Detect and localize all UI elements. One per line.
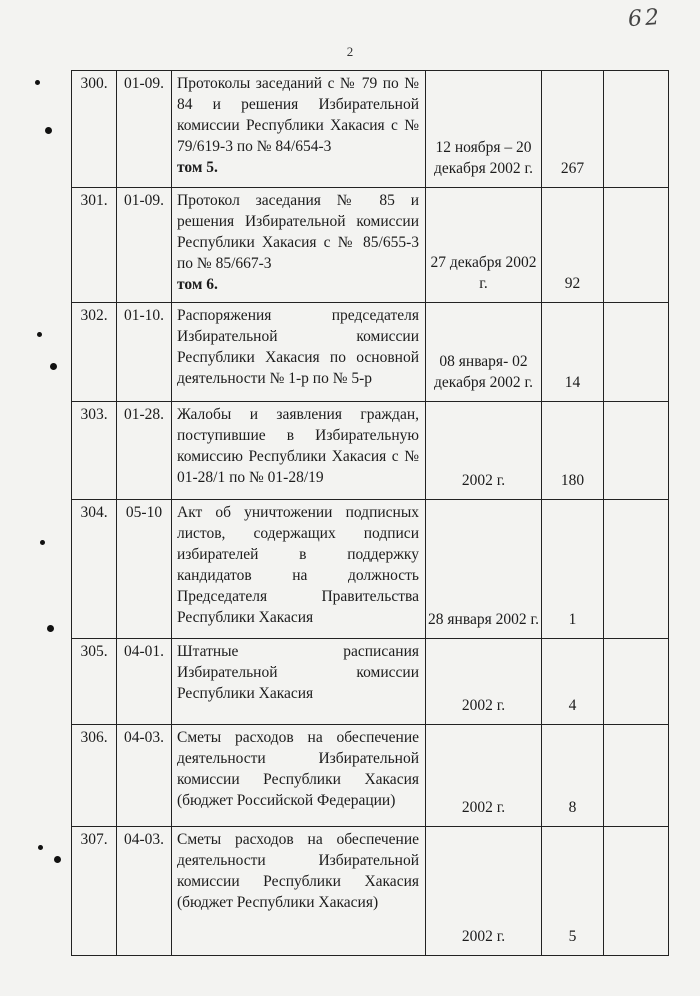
sheet-count: 180 bbox=[542, 402, 604, 500]
date-text: 27 декабря 2002 г. bbox=[430, 254, 537, 292]
note-cell bbox=[604, 639, 669, 725]
volume-label: том 5. bbox=[177, 159, 218, 176]
index-code: 04-03. bbox=[117, 827, 172, 956]
table-row bbox=[72, 188, 669, 303]
note-cell bbox=[604, 827, 669, 956]
item-title: Акт об уничтожении подписных листов, содержащих подписи избирателей в поддержку кандидатов на должность Председателя Правительства Республики Хакасия bbox=[177, 504, 419, 626]
sheet-count: 267 bbox=[542, 71, 604, 188]
handwritten-page-annotation: 62 bbox=[627, 4, 663, 33]
index-code: 04-03. bbox=[117, 725, 172, 827]
page-number: 2 bbox=[346, 44, 354, 59]
sheet-count: 8 bbox=[542, 725, 604, 827]
date-range bbox=[426, 639, 542, 725]
index-code: 01-10. bbox=[117, 303, 172, 402]
binder-mark bbox=[37, 332, 42, 337]
date-text: 28 января 2002 г. bbox=[428, 611, 539, 628]
index-code: 01-09. bbox=[117, 71, 172, 188]
item-number: 307. bbox=[72, 827, 117, 956]
index-code: 01-09. bbox=[117, 188, 172, 303]
item-title-cell bbox=[172, 725, 426, 827]
item-number: 304. bbox=[72, 500, 117, 639]
table-row bbox=[72, 71, 669, 188]
date-text: 08 января- 02 декабря 2002 г. bbox=[434, 353, 533, 391]
item-title: Сметы расходов на обеспечение деятельности Избирательной комиссии Республики Хакасия (бюджет Российской Федерации) bbox=[177, 729, 419, 809]
sheet-count: 92 bbox=[542, 188, 604, 303]
note-cell bbox=[604, 71, 669, 188]
date-text: 2002 г. bbox=[461, 697, 506, 714]
date-text: 12 ноября – 20 декабря 2002 г. bbox=[434, 139, 533, 177]
item-title: Сметы расходов на обеспечение деятельности Избирательной комиссии Республики Хакасия (бюджет Республики Хакасия) bbox=[177, 831, 419, 911]
item-title: Протоколы заседаний с № 79 по № 84 и решения Избирательной комиссии Республики Хакасия с № 79/619-3 по № 84/654-3 bbox=[177, 75, 419, 155]
item-number: 305. bbox=[72, 639, 117, 725]
date-range bbox=[426, 188, 542, 303]
item-title: Распоряжения председателя Избирательной комиссии Республики Хакасия по основной деятельности № 1-р по № 5-р bbox=[177, 307, 419, 387]
date-range bbox=[426, 500, 542, 639]
item-number: 302. bbox=[72, 303, 117, 402]
item-title: Штатные расписания Избирательной комиссии Республики Хакасия bbox=[177, 643, 419, 702]
note-cell bbox=[604, 303, 669, 402]
item-title: Жалобы и заявления граждан, поступившие в Избирательную комиссию Республики Хакасия с № 01-28/1 по № 01-28/19 bbox=[177, 406, 419, 486]
item-title-cell bbox=[172, 500, 426, 639]
table-row bbox=[72, 827, 669, 956]
date-text: 2002 г. bbox=[461, 472, 506, 489]
item-title: Протокол заседания № 85 и решения Избирательной комиссии Республики Хакасия с № 85/655-3 по № 85/667-3 bbox=[177, 192, 419, 272]
date-range bbox=[426, 402, 542, 500]
sheet-count: 4 bbox=[542, 639, 604, 725]
item-number: 303. bbox=[72, 402, 117, 500]
sheet-count: 14 bbox=[542, 303, 604, 402]
binder-mark bbox=[54, 856, 61, 863]
item-number: 301. bbox=[72, 188, 117, 303]
binder-mark bbox=[40, 540, 45, 545]
inventory-table bbox=[71, 70, 669, 956]
date-range bbox=[426, 71, 542, 188]
note-cell bbox=[604, 725, 669, 827]
binder-mark bbox=[50, 363, 57, 370]
date-text: 2002 г. bbox=[461, 799, 506, 816]
table-row bbox=[72, 402, 669, 500]
item-title-cell bbox=[172, 303, 426, 402]
table-row bbox=[72, 639, 669, 725]
note-cell bbox=[604, 188, 669, 303]
index-code: 04-01. bbox=[117, 639, 172, 725]
table-row bbox=[72, 500, 669, 639]
item-title-cell bbox=[172, 827, 426, 956]
sheet-count: 5 bbox=[542, 827, 604, 956]
binder-mark bbox=[38, 845, 43, 850]
date-text: 2002 г. bbox=[461, 928, 506, 945]
note-cell bbox=[604, 500, 669, 639]
index-code: 05-10 bbox=[117, 500, 172, 639]
sheet-count: 1 bbox=[542, 500, 604, 639]
volume-label: том 6. bbox=[177, 276, 218, 293]
item-number: 300. bbox=[72, 71, 117, 188]
note-cell bbox=[604, 402, 669, 500]
item-title-cell bbox=[172, 188, 426, 303]
table-row bbox=[72, 303, 669, 402]
index-code: 01-28. bbox=[117, 402, 172, 500]
item-title-cell bbox=[172, 71, 426, 188]
table-row bbox=[72, 725, 669, 827]
item-title-cell bbox=[172, 639, 426, 725]
date-range bbox=[426, 303, 542, 402]
item-title-cell bbox=[172, 402, 426, 500]
date-range bbox=[426, 827, 542, 956]
binder-mark bbox=[35, 80, 40, 85]
binder-mark bbox=[47, 625, 54, 632]
date-range bbox=[426, 725, 542, 827]
item-number: 306. bbox=[72, 725, 117, 827]
binder-mark bbox=[45, 127, 52, 134]
